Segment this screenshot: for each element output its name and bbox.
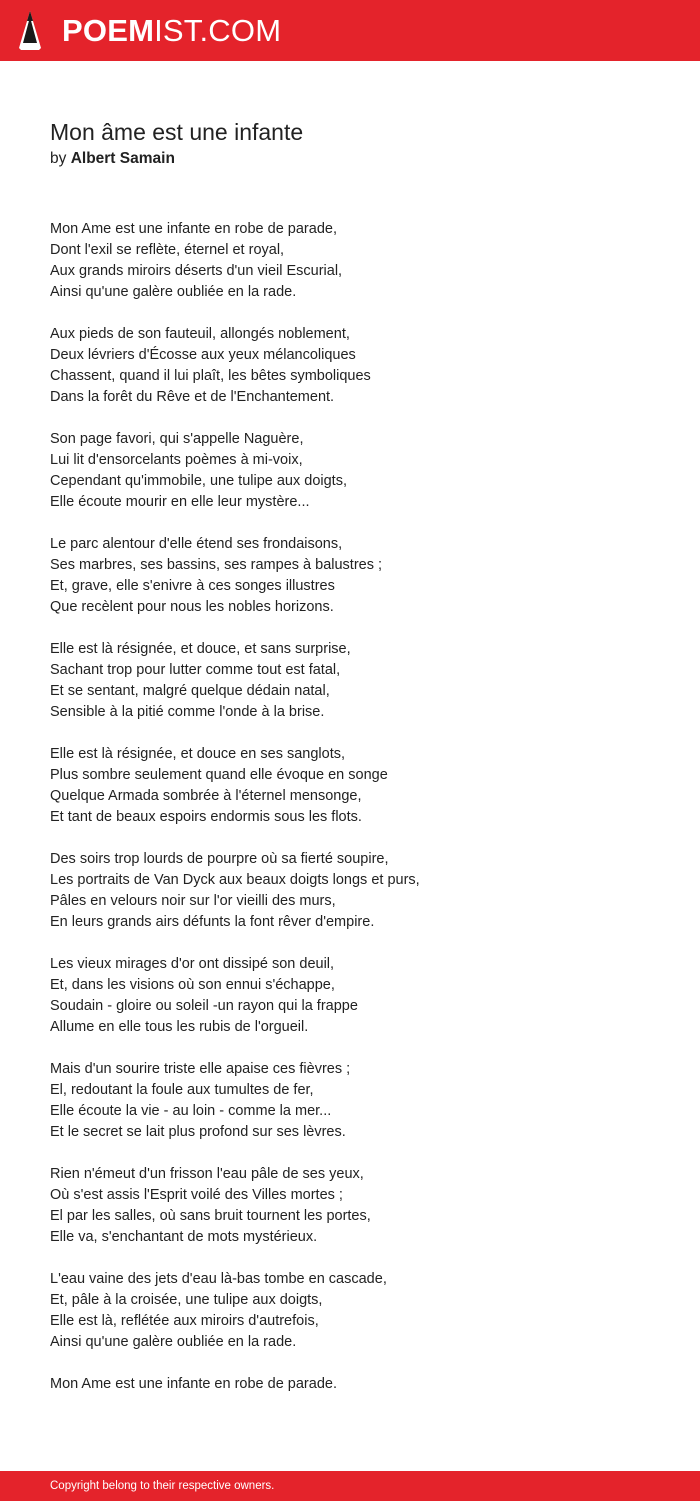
poem-stanza bbox=[50, 324, 670, 408]
copyright-text: Copyright belong to their respective owners. bbox=[50, 1480, 275, 1492]
poem-stanza bbox=[50, 744, 670, 828]
poem-line: Et, grave, elle s'enivre à ces songes illustres bbox=[50, 578, 335, 594]
poem-title: Mon âme est une infante bbox=[50, 119, 304, 145]
poem-line: Dont l'exil se reflète, éternel et royal, bbox=[50, 242, 285, 258]
poem-line: En leurs grands airs défunts la font rêver d'empire. bbox=[50, 914, 375, 930]
poem-stanza bbox=[50, 429, 670, 513]
poem-line: Mon Ame est une infante en robe de parade, bbox=[50, 221, 337, 237]
poem-line: Sensible à la pitié comme l'onde à la brise. bbox=[50, 704, 325, 720]
poem-line: Elle est là résignée, et douce, et sans surprise, bbox=[50, 641, 351, 657]
poem-line: Soudain - gloire ou soleil -un rayon qui la frappe bbox=[50, 998, 358, 1014]
poem-line: Ainsi qu'une galère oubliée en la rade. bbox=[50, 1334, 297, 1350]
poem-body bbox=[50, 219, 670, 1416]
poem-stanza bbox=[50, 219, 670, 303]
by-label: by bbox=[50, 150, 67, 167]
poem-line: Plus sombre seulement quand elle évoque en songe bbox=[50, 767, 388, 783]
poem-line: Ainsi qu'une galère oubliée en la rade. bbox=[50, 284, 297, 300]
poem-line: Où s'est assis l'Esprit voilé des Villes mortes ; bbox=[50, 1187, 343, 1203]
poem-line: Allume en elle tous les rubis de l'orgueil. bbox=[50, 1019, 309, 1035]
poem-line: Mais d'un sourire triste elle apaise ces fièvres ; bbox=[50, 1061, 351, 1077]
poem-stanza bbox=[50, 954, 670, 1038]
poem-line: Mon Ame est une infante en robe de parade. bbox=[50, 1376, 337, 1392]
poem-stanza bbox=[50, 534, 670, 618]
poem-stanza bbox=[50, 639, 670, 723]
poem-line: Des soirs trop lourds de pourpre où sa fierté soupire, bbox=[50, 851, 389, 867]
poem-stanza bbox=[50, 1374, 670, 1395]
poem-line: Chassent, quand il lui plaît, les bêtes symboliques bbox=[50, 368, 371, 384]
poem-line: Et, dans les visions où son ennui s'échappe, bbox=[50, 977, 335, 993]
poem-line: Les portraits de Van Dyck aux beaux doigts longs et purs, bbox=[50, 872, 420, 888]
poem-line: Sachant trop pour lutter comme tout est fatal, bbox=[50, 662, 341, 678]
poem-line: Elle est là résignée, et douce en ses sanglots, bbox=[50, 746, 346, 762]
poem-line: Quelque Armada sombrée à l'éternel mensonge, bbox=[50, 788, 362, 804]
poem-line: Dans la forêt du Rêve et de l'Enchantement. bbox=[50, 389, 335, 405]
pencil-tip-icon[interactable] bbox=[17, 10, 43, 56]
poem-line: Aux pieds de son fauteuil, allongés noblement, bbox=[50, 326, 350, 342]
poem-line: Aux grands miroirs déserts d'un vieil Escurial, bbox=[50, 263, 343, 279]
poem-line: Deux lévriers d'Écosse aux yeux mélancoliques bbox=[50, 347, 356, 363]
poem-line: Les vieux mirages d'or ont dissipé son deuil, bbox=[50, 956, 335, 972]
poem-line: Que recèlent pour nous les nobles horizons. bbox=[50, 599, 334, 615]
poem-line: Et le secret se lait plus profond sur ses lèvres. bbox=[50, 1124, 346, 1140]
poem-line: Pâles en velours noir sur l'or vieilli des murs, bbox=[50, 893, 336, 909]
poem-byline bbox=[50, 148, 175, 170]
poem-line: Lui lit d'ensorcelants poèmes à mi-voix, bbox=[50, 452, 303, 468]
poem-line: Cependant qu'immobile, une tulipe aux doigts, bbox=[50, 473, 347, 489]
brand-bold: POEM bbox=[62, 13, 155, 48]
author-name: Albert Samain bbox=[70, 150, 175, 167]
poem-line: Elle écoute la vie - au loin - comme la mer... bbox=[50, 1103, 332, 1119]
site-footer bbox=[0, 1471, 700, 1501]
poem-stanza bbox=[50, 1269, 670, 1353]
poem-line: El, redoutant la foule aux tumultes de fer, bbox=[50, 1082, 314, 1098]
poem-line: Et, pâle à la croisée, une tulipe aux doigts, bbox=[50, 1292, 323, 1308]
poem-stanza bbox=[50, 1164, 670, 1248]
site-logo-link[interactable] bbox=[62, 13, 281, 49]
poem-line: Son page favori, qui s'appelle Naguère, bbox=[50, 431, 304, 447]
poem-line: Elle écoute mourir en elle leur mystère... bbox=[50, 494, 310, 510]
poem-stanza bbox=[50, 1059, 670, 1143]
poem-line: Et se sentant, malgré quelque dédain natal, bbox=[50, 683, 330, 699]
poem-line: Elle va, s'enchantant de mots mystérieux. bbox=[50, 1229, 318, 1245]
brand-light: IST.COM bbox=[154, 13, 282, 48]
poem-line: El par les salles, où sans bruit tournent les portes, bbox=[50, 1208, 371, 1224]
poem-line: Elle est là, reflétée aux miroirs d'autrefois, bbox=[50, 1313, 319, 1329]
poem-line: L'eau vaine des jets d'eau là-bas tombe en cascade, bbox=[50, 1271, 387, 1287]
poem-stanza bbox=[50, 849, 670, 933]
poem-line: Rien n'émeut d'un frisson l'eau pâle de ses yeux, bbox=[50, 1166, 364, 1182]
poem-line: Ses marbres, ses bassins, ses rampes à balustres ; bbox=[50, 557, 383, 573]
site-header bbox=[0, 0, 700, 61]
poem-line: Le parc alentour d'elle étend ses frondaisons, bbox=[50, 536, 343, 552]
poem-line: Et tant de beaux espoirs endormis sous les flots. bbox=[50, 809, 362, 825]
